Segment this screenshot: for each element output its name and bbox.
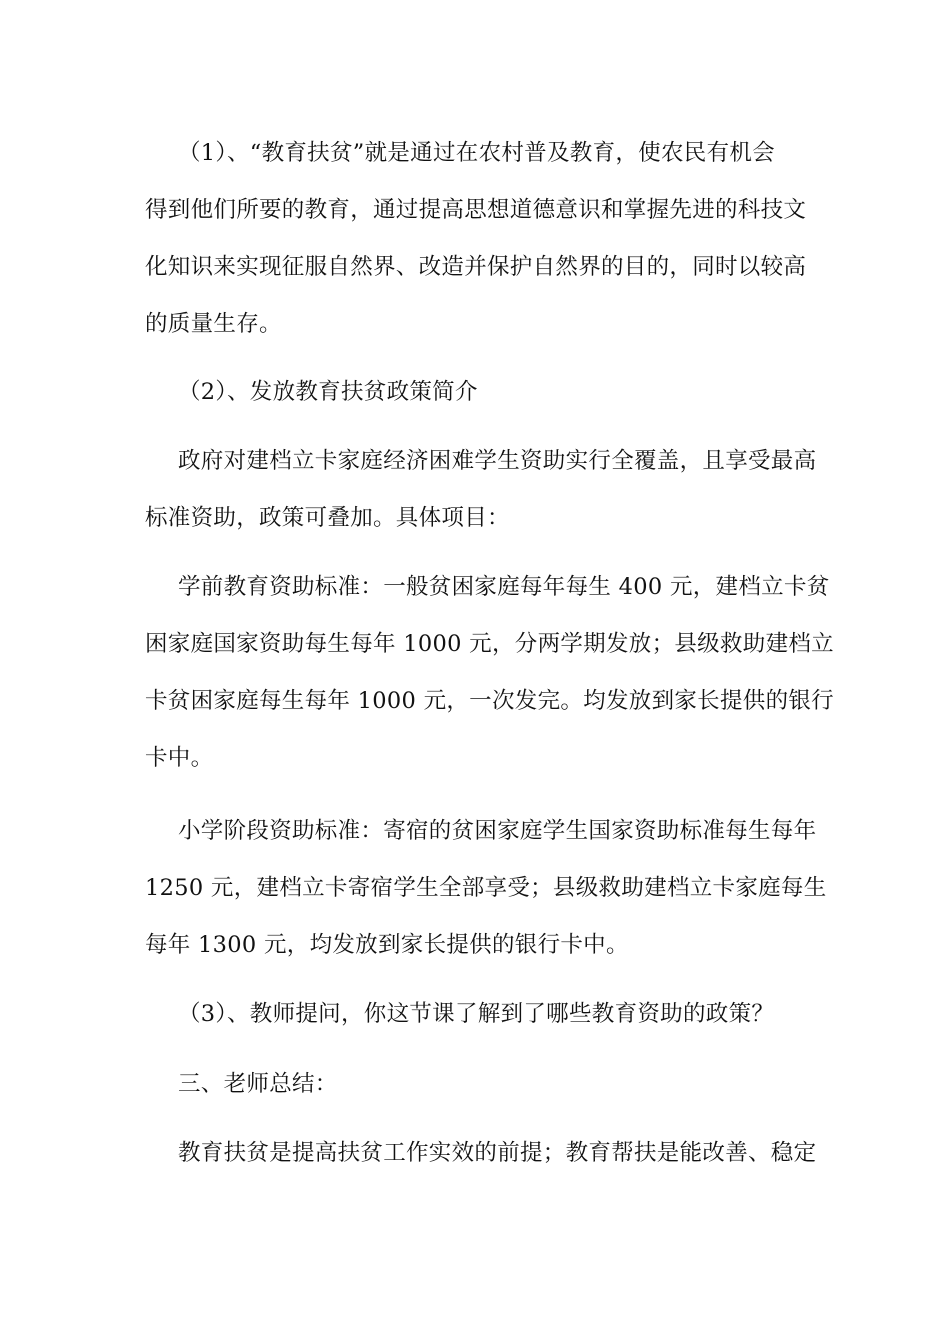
paragraph-1-line-4: 的质量生存。: [145, 311, 282, 337]
paragraph-1-line-3: 化知识来实现征服自然界、改造并保护自然界的目的，同时以较高: [145, 254, 807, 280]
paragraph-3-line-2: 困家庭国家资助每生每年 1000 元，分两学期发放；县级救助建档立: [145, 631, 834, 657]
paragraph-4-line-2: 1250 元，建档立卡寄宿学生全部享受；县级救助建档立卡家庭每生: [145, 875, 827, 901]
paragraph-3-line-4: 卡中。: [145, 745, 214, 771]
section-heading-summary: 三、老师总结：: [178, 1071, 338, 1097]
paragraph-2-line-1: 政府对建档立卡家庭经济困难学生资助实行全覆盖，且享受最高: [178, 448, 817, 474]
paragraph-4-line-1: 小学阶段资助标准：寄宿的贫困家庭学生国家资助标准每生每年: [178, 818, 817, 844]
paragraph-3-line-3: 卡贫困家庭每生每年 1000 元，一次发完。均发放到家长提供的银行: [145, 688, 834, 714]
paragraph-1-line-2: 得到他们所要的教育，通过提高思想道德意识和掌握先进的科技文: [145, 197, 807, 223]
paragraph-4-line-3: 每年 1300 元，均发放到家长提供的银行卡中。: [145, 932, 629, 958]
paragraph-1-line-1: （1）、“教育扶贫”就是通过在农村普及教育，使农民有机会: [178, 140, 775, 166]
paragraph-5-line-1: 教育扶贫是提高扶贫工作实效的前提；教育帮扶是能改善、稳定: [178, 1140, 817, 1166]
section-heading-2: （2）、发放教育扶贫政策简介: [178, 379, 478, 405]
paragraph-2-line-2: 标准资助，政策可叠加。具体项目：: [145, 505, 510, 531]
section-heading-3: （3）、教师提问，你这节课了解到了哪些教育资助的政策？: [178, 1001, 775, 1027]
paragraph-3-line-1: 学前教育资助标准：一般贫困家庭每年每生 400 元，建档立卡贫: [178, 574, 830, 600]
